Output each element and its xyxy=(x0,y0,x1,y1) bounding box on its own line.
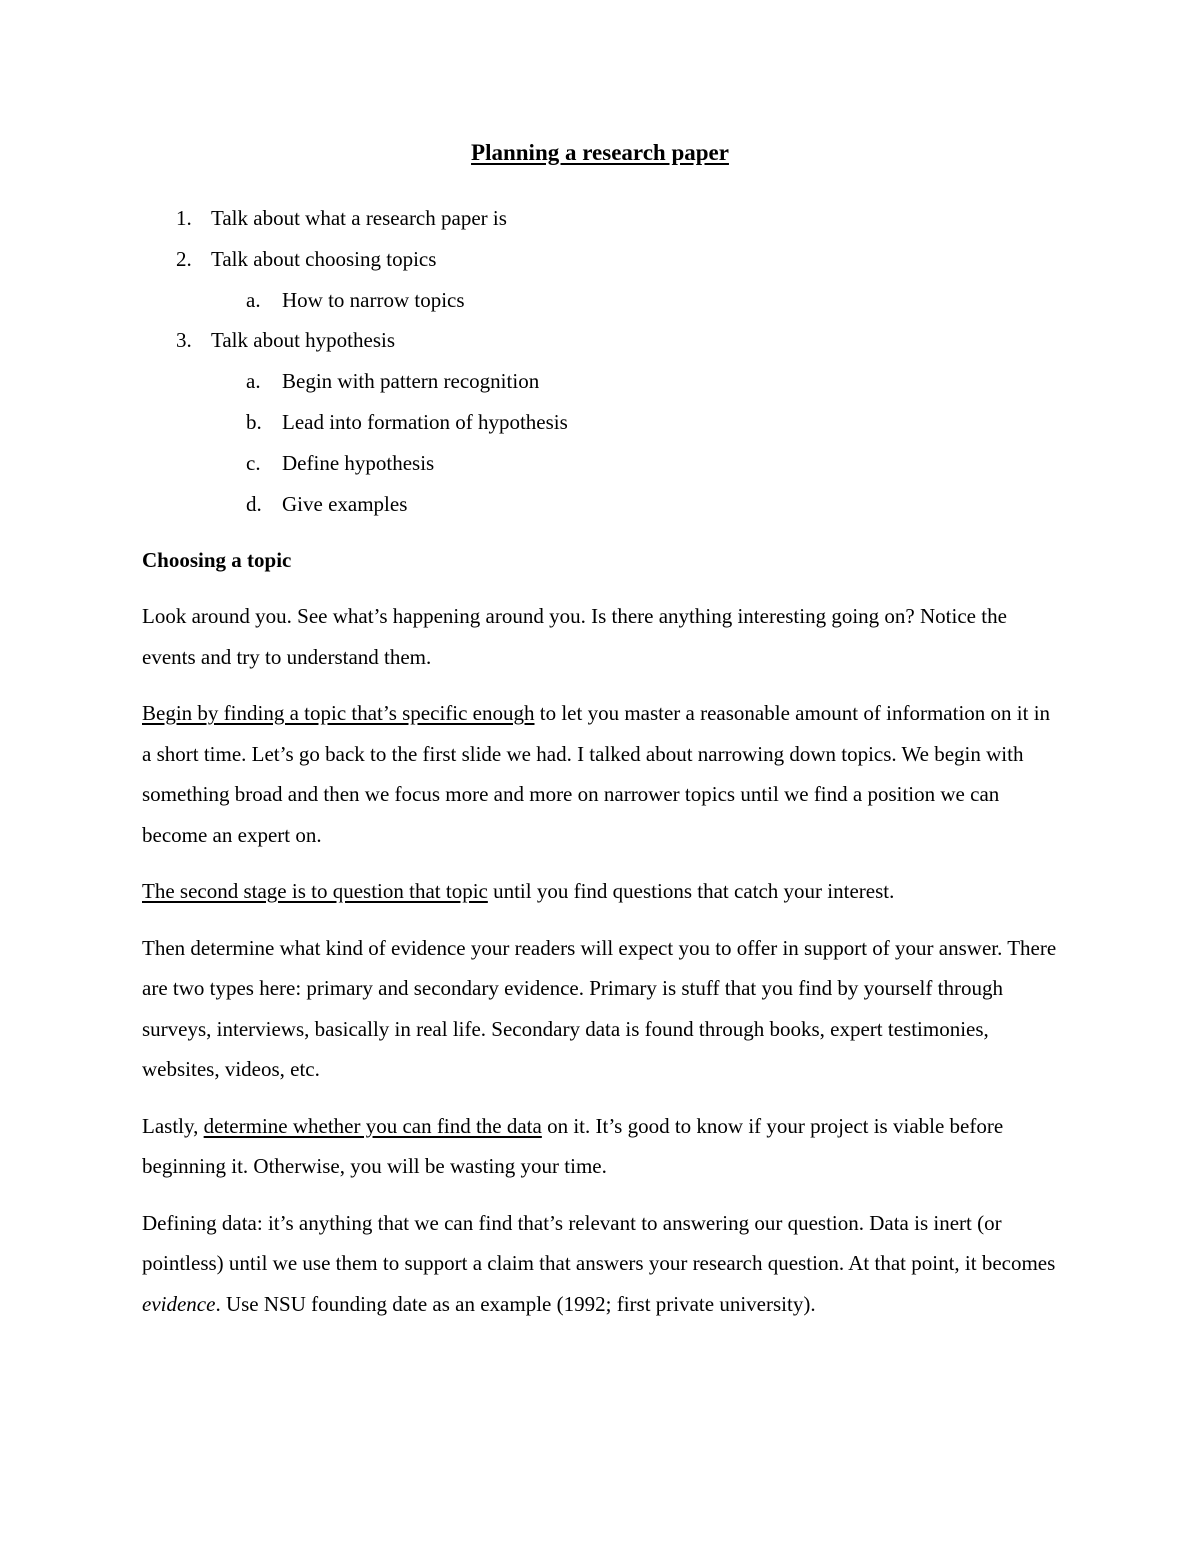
outline-subitem-text: Begin with pattern recognition xyxy=(282,369,540,394)
outline-subitem xyxy=(142,402,1082,443)
underlined-phrase: Begin by finding a topic that’s specific enough xyxy=(142,701,535,725)
paragraph xyxy=(142,693,1062,855)
italic-term: evidence xyxy=(142,1291,216,1316)
paragraph-text: Lastly, xyxy=(142,1113,204,1138)
paragraph xyxy=(142,1203,1062,1325)
paragraph-text: . Use NSU founding date as an example (1992; first private university). xyxy=(215,1291,816,1316)
paragraph-text: Look around you. See what’s happening around you. Is there anything interesting going on? Notice the events and try to understand them. xyxy=(142,604,1007,669)
underlined-phrase: determine whether you can find the data xyxy=(203,1113,542,1138)
page-title: Planning a research paper xyxy=(471,140,729,165)
outline-subitem-letter: d. xyxy=(246,491,262,516)
outline-subitem-letter: a. xyxy=(246,287,261,312)
paragraph-text: Then determine what kind of evidence your readers will expect you to offer in support of your answer. There are two types here: primary and secondary evidence. Primary is stuff that you find by yourself through surveys, interviews, basically in real life. Secondary data is found through books, expert testimonies, websites, videos, etc. xyxy=(142,935,1057,1081)
outline-subitem-letter: b. xyxy=(246,409,262,434)
outline-item xyxy=(142,239,1082,280)
outline-subitem xyxy=(142,280,1082,321)
underlined-phrase: The second stage is to question that topic xyxy=(142,879,488,903)
outline-item-number: 2. xyxy=(176,246,192,271)
paragraph-text: Defining data: it’s anything that we can find that’s relevant to answering our question. Data is inert (or pointless) until we use them to support a claim that answers your research question. At that point, it becomes xyxy=(142,1210,1056,1275)
section-heading: Choosing a topic xyxy=(142,548,292,572)
paragraph-text: on it. It’s good to know if your project is viable before beginning it. Otherwise, you will be wasting your time. xyxy=(142,1113,1004,1178)
outline-item xyxy=(142,320,1082,361)
outline-subitem-letter: a. xyxy=(246,369,261,394)
outline-subitem-text: How to narrow topics xyxy=(282,287,465,312)
paragraph xyxy=(142,596,1062,677)
outline-subitem-letter: c. xyxy=(246,450,261,475)
outline-item-text: Talk about hypothesis xyxy=(211,328,396,353)
outline-item xyxy=(142,198,1082,239)
body-text xyxy=(142,596,1062,1340)
paragraph xyxy=(142,1106,1062,1187)
outline-subitem xyxy=(142,443,1082,484)
outline-item-number: 1. xyxy=(176,206,192,230)
outline-subitem xyxy=(142,484,1082,525)
outline-subitem-text: Define hypothesis xyxy=(282,450,435,475)
outline-item-text: Talk about what a research paper is xyxy=(211,206,507,230)
outline-subitem xyxy=(142,361,1082,402)
outline-subitem-text: Give examples xyxy=(282,491,408,516)
paragraph xyxy=(142,871,1062,912)
outline-list xyxy=(142,198,1082,524)
outline-item-text: Talk about choosing topics xyxy=(211,246,437,271)
outline-item-number: 3. xyxy=(176,328,192,353)
paragraph-text: until you find questions that catch your interest. xyxy=(487,879,895,903)
paragraph-text: to let you master a reasonable amount of information on it in a short time. Let’s go back to the first slide we had. I talked about narrowing down topics. We begin with something broad and then we focus more and more on narrower topics until we find a position we can become an expert on. xyxy=(142,701,1051,847)
paragraph xyxy=(142,928,1062,1090)
outline-subitem-text: Lead into formation of hypothesis xyxy=(282,409,568,434)
